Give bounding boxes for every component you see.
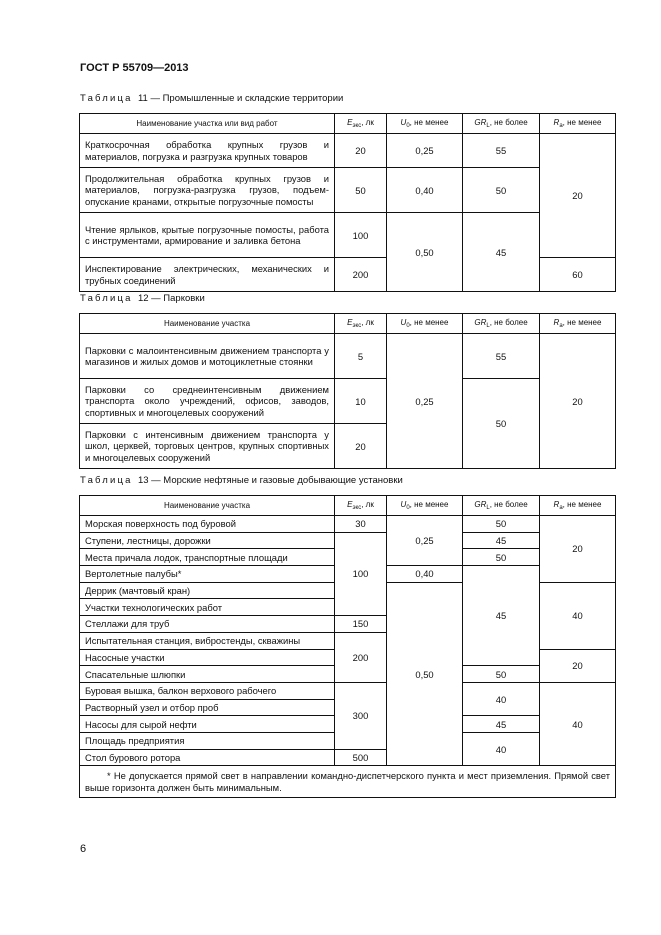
cell-area: Растворный узел и отбор проб bbox=[80, 699, 335, 716]
cell-area: Насосы для сырой нефти bbox=[80, 716, 335, 733]
cell-e: 100 bbox=[335, 532, 387, 615]
cell-u: 0,50 bbox=[387, 582, 463, 766]
table-row bbox=[80, 134, 616, 168]
table-row bbox=[80, 379, 616, 424]
caption-number: 11 bbox=[137, 93, 148, 104]
table-header-row bbox=[80, 114, 616, 134]
cell-area: Парковки со среднеинтенсивным движением транспорта около учреждений, офисов, заводов, спортивных и многоцелевых сооружений bbox=[80, 379, 335, 424]
cell-e: 10 bbox=[335, 379, 387, 424]
cell-u: 0,40 bbox=[387, 168, 463, 213]
cell-ra: 40 bbox=[540, 682, 616, 765]
cell-gr: 50 bbox=[463, 168, 540, 213]
header-area: Наименование участка или вид работ bbox=[80, 114, 335, 134]
cell-area: Чтение ярлыков, крытые погрузочные помосты, работа с инструментами, армирование и заливка бетона bbox=[80, 213, 335, 258]
header-gr: $GR_L$, не более bbox=[463, 496, 540, 516]
cell-gr: 45 bbox=[463, 716, 540, 733]
cell-u: 0,25 bbox=[387, 134, 463, 168]
table-13-caption bbox=[80, 475, 403, 486]
header-gr: $GR_L$, не более bbox=[463, 314, 540, 334]
header-u: $U_0$, не менее bbox=[387, 114, 463, 134]
header-ra: $R_a$, не менее bbox=[540, 496, 616, 516]
cell-ra: 20 bbox=[540, 134, 616, 258]
cell-gr: 45 bbox=[463, 566, 540, 666]
header-area: Наименование участка bbox=[80, 496, 335, 516]
cell-gr: 40 bbox=[463, 682, 540, 715]
table-header-row bbox=[80, 314, 616, 334]
table-header-row bbox=[80, 496, 616, 516]
table-row bbox=[80, 682, 616, 699]
header-ra: $R_a$, не менее bbox=[540, 314, 616, 334]
header-e: $E_{экс}$, лк bbox=[335, 314, 387, 334]
table-row bbox=[80, 334, 616, 379]
cell-e: 150 bbox=[335, 616, 387, 633]
table-row bbox=[80, 516, 616, 533]
cell-gr: 50 bbox=[463, 379, 540, 469]
table-13-offshore bbox=[79, 495, 616, 798]
cell-e: 500 bbox=[335, 749, 387, 766]
cell-gr: 45 bbox=[463, 532, 540, 549]
caption-number: 12 bbox=[137, 293, 149, 304]
cell-gr: 50 bbox=[463, 516, 540, 533]
cell-area: Морская поверхность под буровой bbox=[80, 516, 335, 533]
table-12-parking bbox=[79, 313, 616, 469]
cell-ra: 60 bbox=[540, 258, 616, 292]
table-row bbox=[80, 168, 616, 213]
header-u: $U_0$, не менее bbox=[387, 314, 463, 334]
cell-u: 0,40 bbox=[387, 566, 463, 583]
table-11-industrial bbox=[79, 113, 616, 292]
cell-e: 200 bbox=[335, 258, 387, 292]
header-u: $U_0$, не менее bbox=[387, 496, 463, 516]
cell-gr: 50 bbox=[463, 549, 540, 566]
cell-gr: 55 bbox=[463, 134, 540, 168]
cell-gr: 50 bbox=[463, 666, 540, 683]
cell-ra: 20 bbox=[540, 334, 616, 469]
header-area: Наименование участка bbox=[80, 314, 335, 334]
cell-ra: 20 bbox=[540, 516, 616, 583]
cell-area: Стеллажи для труб bbox=[80, 616, 335, 633]
table-11-caption bbox=[80, 93, 343, 104]
table-footnote: * Не допускается прямой свет в направлении командно-диспетчерского пункта и мест приземления. Прямой свет выше горизонта должен быть минимальным. bbox=[80, 766, 616, 798]
cell-area: Краткосрочная обработка крупных грузов и материалов, погрузка и разгрузка крупных товаров bbox=[80, 134, 335, 168]
cell-ra: 40 bbox=[540, 582, 616, 649]
header-ra: $R_a$, не менее bbox=[540, 114, 616, 134]
cell-area: Спасательные шлюпки bbox=[80, 666, 335, 683]
cell-e: 20 bbox=[335, 424, 387, 469]
cell-ra: 20 bbox=[540, 649, 616, 682]
cell-u: 0,25 bbox=[387, 516, 463, 566]
cell-e: 300 bbox=[335, 682, 387, 749]
caption-number: 13 bbox=[137, 475, 149, 486]
caption-title: — Морские нефтяные и газовые добывающие установки bbox=[151, 475, 403, 486]
document-header: ГОСТ Р 55709—2013 bbox=[80, 62, 189, 74]
cell-u: 0,50 bbox=[387, 213, 463, 292]
cell-e: 20 bbox=[335, 134, 387, 168]
cell-area: Насосные участки bbox=[80, 649, 335, 666]
cell-area: Участки технологических работ bbox=[80, 599, 335, 616]
cell-area: Буровая вышка, балкон верхового рабочего bbox=[80, 682, 335, 699]
caption-title: — Промышленные и складские территории bbox=[150, 93, 344, 104]
cell-e: 200 bbox=[335, 632, 387, 682]
caption-prefix: Таблица bbox=[80, 93, 133, 104]
caption-prefix: Таблица bbox=[80, 475, 133, 486]
cell-u: 0,25 bbox=[387, 334, 463, 469]
table-row bbox=[80, 213, 616, 258]
caption-title: — Парковки bbox=[151, 293, 205, 304]
cell-area: Испытательная станция, вибростенды, скважины bbox=[80, 632, 335, 649]
table-12-caption bbox=[80, 293, 205, 304]
cell-e: 50 bbox=[335, 168, 387, 213]
header-e: $E_{экс}$, лк bbox=[335, 496, 387, 516]
header-gr: $GR_L$, не более bbox=[463, 114, 540, 134]
cell-gr: 40 bbox=[463, 732, 540, 765]
cell-area: Ступени, лестницы, дорожки bbox=[80, 532, 335, 549]
cell-area: Стол бурового ротора bbox=[80, 749, 335, 766]
cell-e: 5 bbox=[335, 334, 387, 379]
cell-area: Парковки с интенсивным движением транспорта у школ, церквей, торговых центров, крупных спортивных и многоцелевых сооружений bbox=[80, 424, 335, 469]
cell-area: Деррик (мачтовый кран) bbox=[80, 582, 335, 599]
table-footnote-row bbox=[80, 766, 616, 798]
cell-gr: 55 bbox=[463, 334, 540, 379]
table-row bbox=[80, 532, 616, 549]
cell-e: 100 bbox=[335, 213, 387, 258]
cell-area: Вертолетные палубы* bbox=[80, 566, 335, 583]
caption-prefix: Таблица bbox=[80, 293, 133, 304]
cell-area: Продолжительная обработка крупных грузов и материалов, погрузка-разгрузка грузов, подъем-опускание кранами, открытые погрузочные помосты bbox=[80, 168, 335, 213]
cell-area: Инспектирование электрических, механических и трубных соединений bbox=[80, 258, 335, 292]
page-number: 6 bbox=[80, 843, 87, 855]
header-e: $E_{экс}$, лк bbox=[335, 114, 387, 134]
cell-area: Площадь предприятия bbox=[80, 732, 335, 749]
cell-area: Места причала лодок, транспортные площади bbox=[80, 549, 335, 566]
cell-e: 30 bbox=[335, 516, 387, 533]
cell-area: Парковки с малоинтенсивным движением транспорта у магазинов и жилых домов и мотоциклетные стоянки bbox=[80, 334, 335, 379]
cell-gr: 45 bbox=[463, 213, 540, 292]
